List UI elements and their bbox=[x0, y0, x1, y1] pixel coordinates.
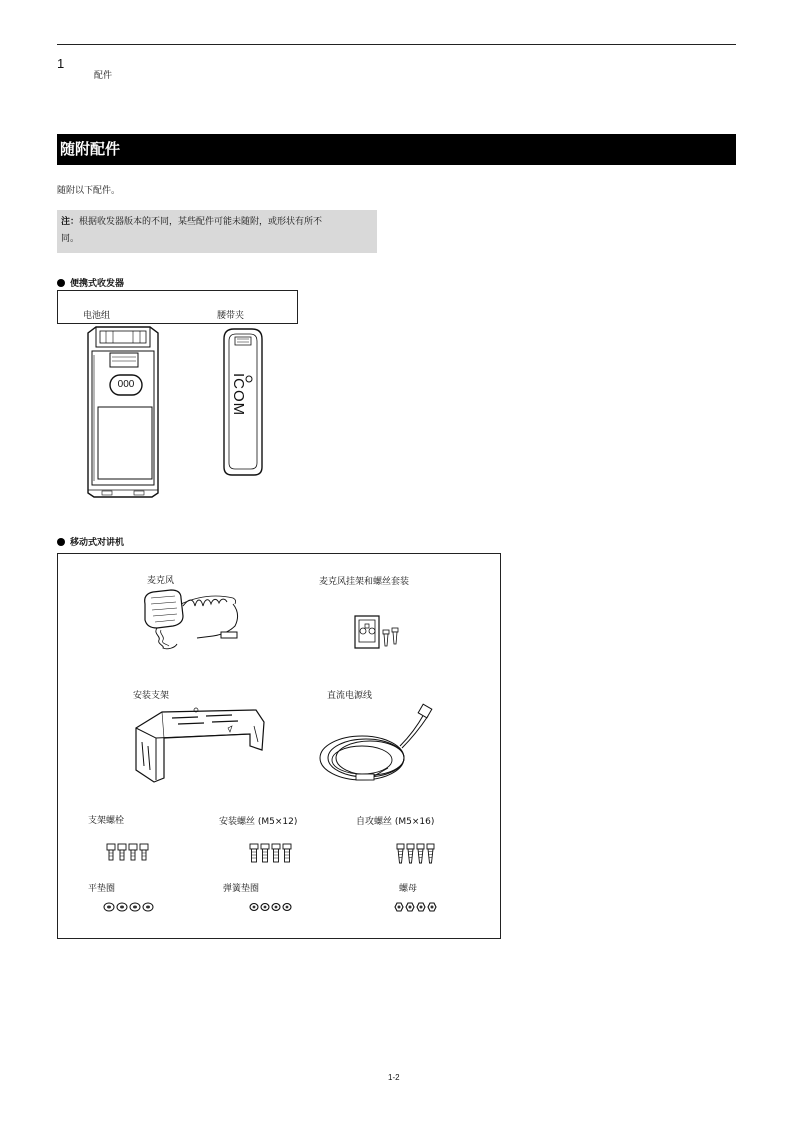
bracket-label: 安装支架 bbox=[133, 691, 170, 701]
note-label: 注： bbox=[61, 217, 80, 227]
mobile-heading: 移动式对讲机 bbox=[57, 535, 124, 548]
battery-pack-icon bbox=[80, 325, 165, 500]
mount-screw-label: 安装螺丝 (M5×12) bbox=[219, 817, 298, 827]
tapping-screw-icon bbox=[396, 843, 438, 865]
chapter-number: 1 bbox=[57, 56, 65, 71]
clip-label: 腰带夹 bbox=[217, 311, 245, 321]
nut-icon bbox=[394, 901, 438, 913]
nut-label: 螺母 bbox=[399, 884, 418, 894]
battery-badge-text: 000 bbox=[117, 379, 135, 390]
note-line2: 同。 bbox=[61, 234, 80, 244]
bracket-bolt-label: 支架螺栓 bbox=[88, 816, 125, 826]
clip-logo: ICOM bbox=[230, 373, 247, 417]
page-number: 1-2 bbox=[388, 1073, 400, 1082]
mic-label: 麦克风 bbox=[147, 576, 175, 586]
bracket-bolt-icon bbox=[106, 843, 152, 861]
spring-washer-label: 弹簧垫圈 bbox=[223, 884, 260, 894]
mic-hanger-icon bbox=[352, 612, 402, 652]
note-box bbox=[57, 210, 377, 253]
tapping-screw-label: 自攻螺丝 (M5×16) bbox=[356, 817, 435, 827]
bullet-icon bbox=[57, 538, 65, 546]
note-line1: 根据收发器版本的不同，某些配件可能未随附，或形状有所不 bbox=[79, 217, 323, 227]
flat-washer-icon bbox=[103, 901, 155, 913]
battery-label: 电池组 bbox=[83, 311, 111, 321]
section-title: 随附配件 bbox=[57, 134, 736, 165]
bullet-icon bbox=[57, 279, 65, 287]
dc-cable-label: 直流电源线 bbox=[327, 691, 373, 701]
dc-power-cable-icon bbox=[316, 702, 442, 790]
portable-heading: 便携式收发器 bbox=[57, 276, 124, 289]
spring-washer-icon bbox=[249, 901, 293, 913]
mic-hanger-label: 麦克风挂架和螺丝套装 bbox=[319, 577, 410, 587]
top-rule bbox=[57, 44, 736, 45]
chapter-title: 配件 bbox=[94, 71, 113, 81]
flat-washer-label: 平垫圈 bbox=[88, 884, 116, 894]
microphone-icon bbox=[137, 586, 242, 652]
mounting-screw-icon bbox=[249, 843, 295, 863]
mounting-bracket-icon bbox=[132, 702, 272, 784]
intro-text: 随附以下配件。 bbox=[57, 186, 121, 196]
